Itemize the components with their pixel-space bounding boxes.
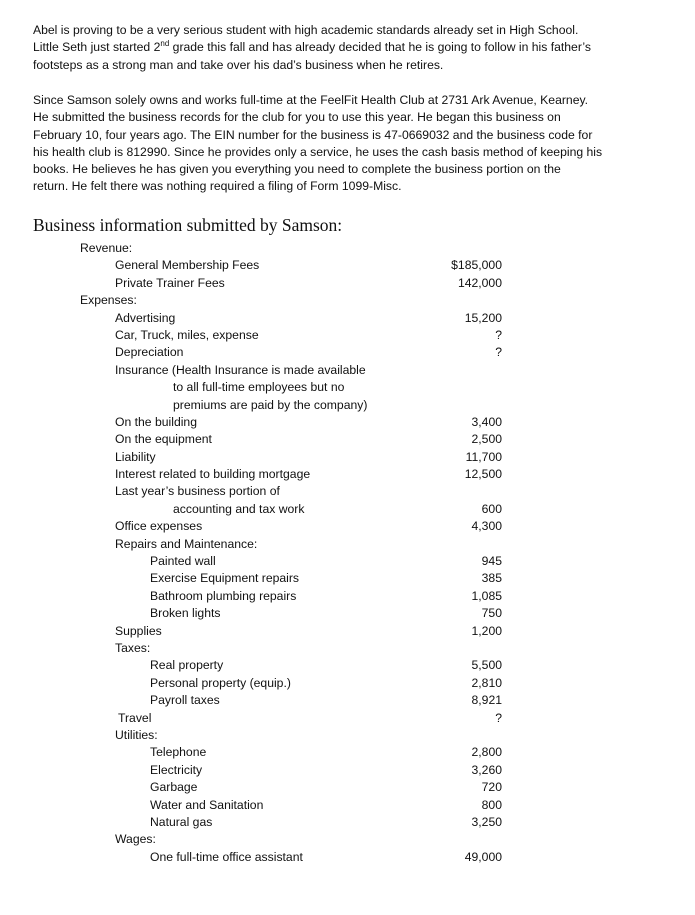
ledger-row	[0, 797, 695, 814]
ledger-amount: 750	[481, 606, 502, 621]
ledger-label: Depreciation	[115, 345, 184, 360]
ledger-label: Office expenses	[115, 519, 203, 534]
ledger-amount: ?	[495, 327, 502, 342]
business-line: He submitted the business records for the club for you to use this year. He began this business on	[33, 110, 561, 125]
ledger-label: Broken lights	[150, 606, 221, 621]
ledger-row	[0, 257, 695, 274]
business-ledger	[0, 240, 695, 866]
ledger-row	[0, 692, 695, 709]
intro-line: Abel is proving to be a very serious student with high academic standards already set in High School.	[33, 23, 579, 37]
ledger-amount: 15,200	[464, 310, 502, 325]
ledger-label: to all full-time employees but no	[173, 380, 345, 395]
ledger-row	[0, 501, 695, 518]
ledger-row	[0, 657, 695, 674]
ledger-amount: 720	[481, 780, 502, 795]
ledger-row	[0, 779, 695, 796]
ledger-row	[0, 675, 695, 692]
ledger-label: On the equipment	[115, 432, 212, 447]
intro-line-text: grade this fall and has already decided that he is going to follow in his father’s	[169, 40, 591, 55]
ledger-row	[0, 710, 695, 727]
ledger-row	[0, 831, 695, 848]
ledger-amount: 385	[481, 571, 502, 586]
ledger-row	[0, 518, 695, 535]
ledger-row	[0, 397, 695, 414]
ledger-label: Liability	[115, 449, 156, 464]
ledger-row	[0, 623, 695, 640]
ledger-amount: 1,200	[471, 623, 502, 638]
ledger-row	[0, 379, 695, 396]
ledger-label: Payroll taxes	[150, 693, 220, 708]
ledger-row	[0, 570, 695, 587]
ledger-label: Last year’s business portion of	[115, 484, 280, 499]
ledger-row	[0, 814, 695, 831]
ledger-row	[0, 275, 695, 292]
intro-line: footsteps as a strong man and take over his dad’s business when he retires.	[33, 57, 444, 72]
ledger-label: Natural gas	[150, 814, 213, 829]
intro-line	[33, 39, 653, 56]
ledger-amount: 945	[481, 554, 502, 569]
ledger-row	[0, 605, 695, 622]
ledger-amount: 3,260	[471, 762, 502, 777]
ledger-amount: 1,085	[471, 588, 502, 603]
ledger-row	[0, 344, 695, 361]
ledger-amount: 12,500	[464, 467, 502, 482]
ledger-label: Expenses:	[80, 293, 137, 308]
ledger-amount: 5,500	[471, 658, 502, 673]
ledger-amount: 11,700	[465, 449, 502, 464]
intro-line-text: Little Seth just started 2	[33, 40, 161, 55]
ledger-label: Real property	[150, 658, 224, 673]
ledger-label: Supplies	[115, 623, 162, 638]
ledger-label: One full-time office assistant	[150, 849, 303, 864]
ledger-label: accounting and tax work	[173, 501, 305, 516]
ledger-label: Water and Sanitation	[150, 797, 264, 812]
ledger-amount: 3,250	[471, 814, 502, 829]
ledger-row	[0, 727, 695, 744]
ordinal-superscript: nd	[160, 39, 170, 49]
ledger-label: Advertising	[115, 310, 176, 325]
ledger-row	[0, 640, 695, 657]
ledger-row	[0, 240, 695, 257]
ledger-label: Bathroom plumbing repairs	[150, 588, 297, 603]
ledger-row	[0, 588, 695, 605]
ledger-label: Private Trainer Fees	[115, 275, 225, 290]
ledger-label: On the building	[115, 414, 197, 429]
intro-paragraph	[33, 22, 653, 74]
ledger-row	[0, 327, 695, 344]
ledger-amount: 142,000	[457, 275, 502, 290]
ledger-label: Repairs and Maintenance:	[115, 536, 258, 551]
ledger-amount: 600	[481, 501, 502, 516]
ledger-label: Electricity	[150, 762, 203, 777]
ledger-amount: 3,400	[471, 414, 502, 429]
ledger-label: General Membership Fees	[115, 258, 260, 273]
business-line: his health club is 812990. Since he provides only a service, he uses the cash basis method of keeping his	[33, 144, 603, 159]
business-line: return. He felt there was nothing required a filing of Form 1099-Misc.	[33, 179, 402, 194]
ledger-row	[0, 849, 695, 866]
ledger-row	[0, 292, 695, 309]
ledger-row	[0, 449, 695, 466]
ledger-row	[0, 744, 695, 761]
ledger-label: Car, Truck, miles, expense	[115, 327, 259, 342]
ledger-amount: ?	[495, 345, 502, 360]
ledger-label: Exercise Equipment repairs	[150, 571, 300, 586]
ledger-amount: 4,300	[471, 519, 502, 534]
ledger-row	[0, 362, 695, 379]
ledger-amount: 8,921	[471, 693, 502, 708]
ledger-label: Travel	[118, 710, 152, 725]
ledger-amount: 800	[481, 797, 502, 812]
ledger-label: premiums are paid by the company)	[173, 397, 368, 412]
ledger-label: Utilities:	[115, 727, 158, 742]
ledger-amount: 2,500	[471, 432, 502, 447]
business-line: Since Samson solely owns and works full-time at the FeelFit Health Club at 2731 Ark Avenue, Kearney.	[33, 93, 589, 107]
ledger-label: Interest related to building mortgage	[115, 467, 311, 482]
ledger-label: Telephone	[150, 745, 207, 760]
ledger-amount: 2,810	[471, 675, 502, 690]
ledger-label: Revenue:	[80, 241, 133, 255]
ledger-row	[0, 553, 695, 570]
ledger-amount: ?	[495, 710, 502, 725]
ledger-row	[0, 431, 695, 448]
ledger-label: Wages:	[115, 832, 156, 847]
ledger-label: Insurance (Health Insurance is made available	[115, 362, 366, 377]
ledger-row	[0, 483, 695, 500]
ledger-label: Taxes:	[115, 640, 151, 655]
ledger-amount: $185,000	[451, 258, 502, 273]
business-paragraph	[33, 92, 653, 196]
ledger-row	[0, 414, 695, 431]
ledger-row	[0, 310, 695, 327]
ledger-label: Personal property (equip.)	[150, 675, 291, 690]
ledger-amount: 2,800	[471, 745, 502, 760]
business-line: books. He believes he has given you everything you need to complete the business portion on the	[33, 162, 561, 177]
section-heading: Business information submitted by Samson:	[33, 215, 343, 235]
ledger-row	[0, 762, 695, 779]
ledger-amount: 49,000	[464, 849, 502, 864]
ledger-row	[0, 536, 695, 553]
ledger-label: Garbage	[150, 780, 198, 795]
ledger-row	[0, 466, 695, 483]
business-line: February 10, four years ago. The EIN number for the business is 47-0669032 and the business code for	[33, 127, 593, 142]
ledger-label: Painted wall	[150, 554, 216, 569]
